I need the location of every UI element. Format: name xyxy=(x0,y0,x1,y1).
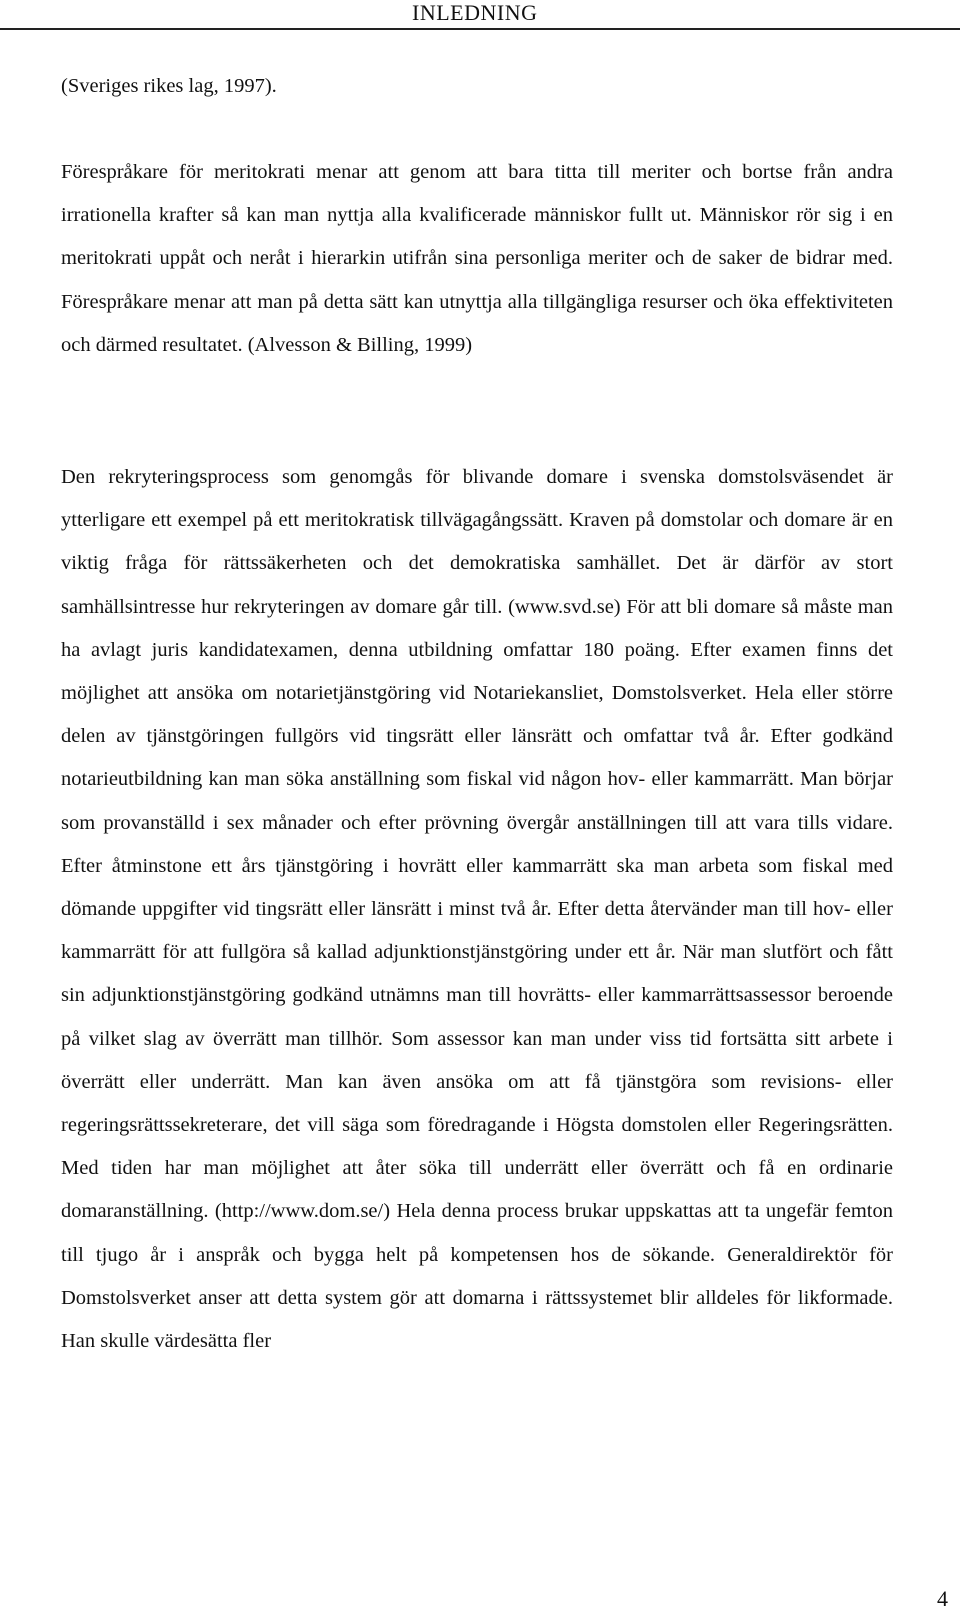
paragraph-meritocracy xyxy=(61,151,893,367)
paragraph-3-text: Den rekryteringsprocess som genomgås för blivande domare i svenska domstolsväsendet är ytterligare ett exempel på ett meritokratisk tillvägagångssätt. Kraven på domstolar och domare är en viktig fråga för rättssäkerheten och det demokratiska samhället. Det är därför av stort samhällsintresse hur rekryteringen av domare går till. (www.svd.se) För att bli domare så måste man ha avlagt juris kandidatexamen, denna utbildning omfattar 180 poäng. Efter examen finns det möjlighet att ansöka om notarietjänstgöring vid Notariekansliet, Domstolsverket. Hela eller större delen av tjänstgöringen fullgörs vid tingsrätt eller länsrätt och omfattar två år. Efter godkänd notarieutbildning kan man söka anställning som fiskal vid någon hov- eller kammarrätt. Man börjar som provanställd i sex månader och efter prövning övergår anställningen till att vara tills vidare. Efter åtminstone ett års tjänstgöring i hovrätt eller kammarrätt ska man arbeta som fiskal med dömande uppgifter vid tingsrätt eller länsrätt i minst två år. Efter detta återvänder man till hov- eller kammarrätt för att fullgöra så kallad adjunktionstjänstgöring under ett år. När man slutfört och fått sin adjunktionstjänstgöring godkänd utnämns man till hovrätts- eller kammarrättsassessor beroende på vilket slag av överrätt man tillhör. Som assessor kan man under viss tid fortsätta sitt arbete i överrätt eller underrätt. Man kan även ansöka om att få tjänstgöra som revisions- eller regeringsrättssekreterare, det vill säga som föredragande i Högsta domstolen eller Regeringsrätten. Med tiden har man möjlighet att åter söka till underrätt eller överrätt och få en ordinarie domaranställning. (http://www.dom.se/) Hela denna process brukar uppskattas att ta ungefär femton till tjugo år i anspråk och bygga helt på kompetensen hos de sökande. Generaldirektör för Domstolsverket anser att detta system gör att domarna i rättssystemet blir alldeles för likformade. Han skulle värdesätta fler xyxy=(61,466,893,1353)
paragraph-2-text: Förespråkare för meritokrati menar att genom att bara titta till meriter och bortse från andra irrationella krafter så kan man nyttja alla kvalificerade människor fullt ut. Människor rör sig i en meritokrati uppåt och neråt i hierarkin utifrån sina personliga meriter och de saker de bidrar med. Förespråkare menar att man på detta sätt kan utnyttja alla tillgängliga resurser och öka effektiviteten och därmed resultatet. (Alvesson & Billing, 1999) xyxy=(61,161,893,356)
paragraph-1-text: (Sveriges rikes lag, 1997). xyxy=(61,75,277,97)
paragraph-recruitment-process xyxy=(61,456,893,1363)
page-number: 4 xyxy=(937,1586,948,1611)
paragraph-citation xyxy=(61,65,893,108)
header-title: INLEDNING xyxy=(412,0,538,25)
page-header xyxy=(0,0,960,30)
